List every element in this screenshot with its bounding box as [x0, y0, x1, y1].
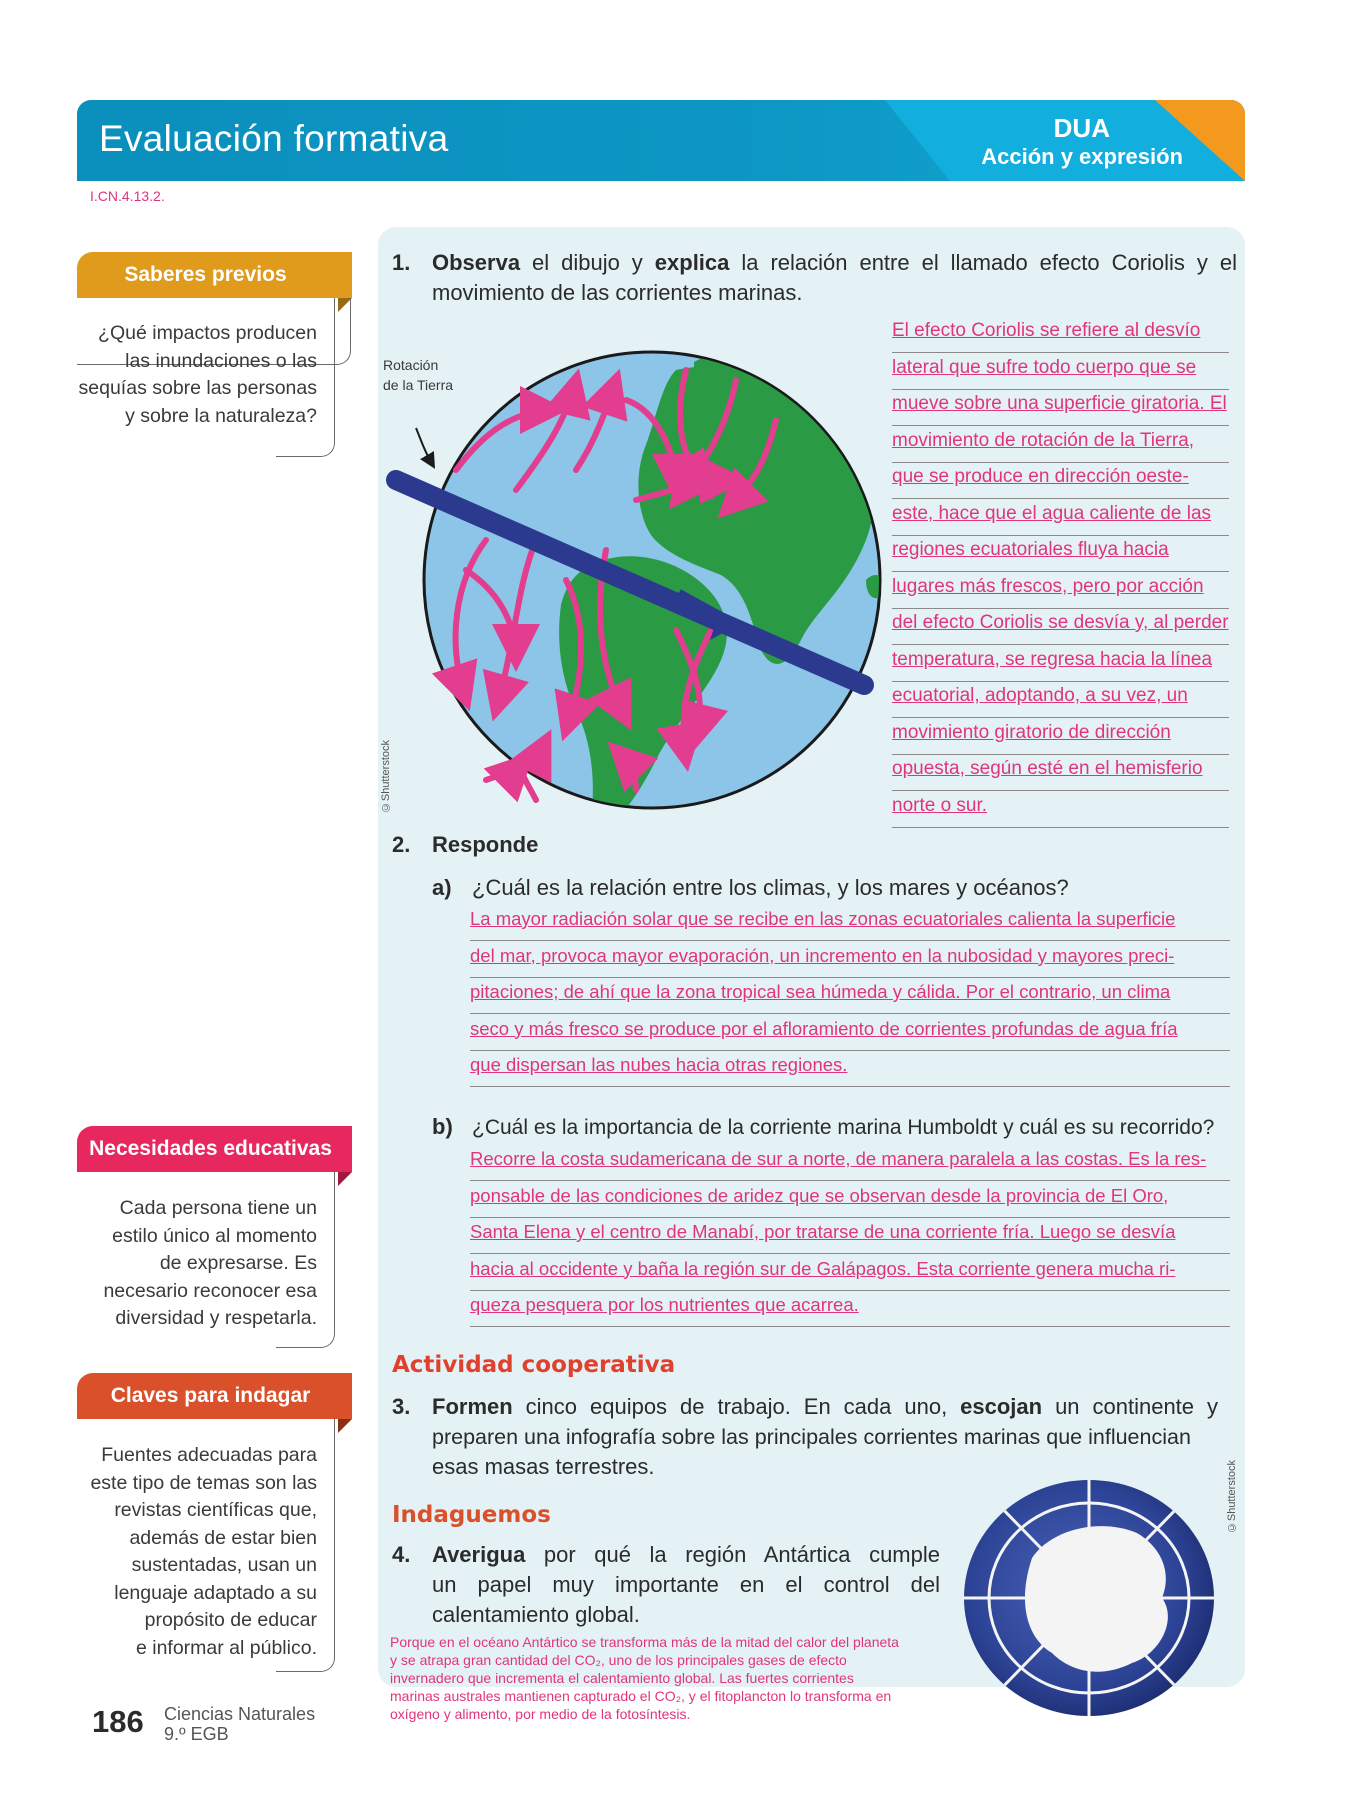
- q2a-answer-line: que dispersan las nubes hacia otras regiones.: [470, 1054, 1230, 1087]
- q1-answer-line: lateral que sufre todo cuerpo que se: [892, 357, 1229, 390]
- claves-line: revistas científicas que,: [114, 1499, 317, 1521]
- q4-answer: [390, 1633, 970, 1723]
- claves-title: Claves para indagar: [77, 1373, 352, 1419]
- rotation-label-line1: Rotación: [383, 357, 439, 373]
- q1-answer-line: mueve sobre una superficie giratoria. El: [892, 393, 1229, 426]
- q2a-question: [432, 873, 1069, 903]
- globe-svg: [376, 340, 886, 820]
- q4-number: 4.: [392, 1542, 411, 1567]
- q2b-label: b): [432, 1114, 453, 1139]
- q4-answer-line: marinas australes mantienen capturado el CO₂, y el fitoplancton lo transforma en: [390, 1688, 892, 1704]
- q2b-answer-line: ponsable de las condiciones de aridez que se observan desde la provincia de El Oro,: [470, 1185, 1230, 1218]
- claves-line: Fuentes adecuadas para: [101, 1444, 317, 1466]
- claves-fold: [338, 1419, 352, 1433]
- q1-answer-line: norte o sur.: [892, 795, 1229, 828]
- q4-text: [392, 1540, 940, 1630]
- q1-text: [392, 248, 1237, 308]
- necesidades-line: de expresarse. Es: [159, 1252, 317, 1274]
- saberes-line: y sobre la naturaleza?: [125, 404, 317, 427]
- q2-number: 2.: [392, 832, 411, 857]
- q2a-answer-line: seco y más fresco se produce por el afloramiento de corrientes profundas de agua fría: [470, 1018, 1230, 1051]
- antarctica-credit: ©Shutterstock: [1226, 1460, 1238, 1534]
- dua-title: DUA: [1053, 113, 1110, 143]
- q2-title: Responde: [432, 832, 539, 857]
- q3-number: 3.: [392, 1394, 411, 1419]
- q1-answer-line: El efecto Coriolis se refiere al desvío: [892, 320, 1229, 353]
- q3-verb-formen: Formen: [432, 1394, 513, 1419]
- necesidades-line: estilo único al momento: [112, 1224, 317, 1247]
- rotation-label: [383, 355, 453, 395]
- q2a-label: a): [432, 875, 452, 900]
- q1-answer-line: este, hace que el agua caliente de las: [892, 503, 1229, 536]
- q4-line3: calentamiento global.: [432, 1602, 640, 1627]
- q1-answer-line: lugares más frescos, pero por acción: [892, 576, 1229, 609]
- q2b-text: ¿Cuál es la importancia de la corriente marina Humboldt y cuál es su recorrido?: [472, 1116, 1215, 1139]
- q1-answer-line: que se produce en dirección oeste-: [892, 466, 1229, 499]
- indaguemos-title: Indaguemos: [392, 1502, 551, 1528]
- q4-line2: un papel muy importante en el control del: [432, 1572, 940, 1597]
- q1-answer-line: regiones ecuatoriales fluya hacia: [892, 539, 1229, 572]
- q1-verb-explica: explica: [654, 250, 730, 275]
- q1-rest: la relación entre el llamado efecto Coriolis y el: [729, 250, 1237, 275]
- claves-line: e informar al público.: [135, 1636, 317, 1659]
- q1-line2: movimiento de las corrientes marinas.: [432, 280, 803, 305]
- q4-statement: [432, 1540, 940, 1570]
- claves-line: además de estar bien: [129, 1526, 317, 1549]
- q1-answer-line: temperatura, se regresa hacia la línea: [892, 649, 1229, 682]
- q3-text: [392, 1392, 1218, 1482]
- indicator-code: I.CN.4.13.2.: [90, 188, 165, 204]
- dua-subtitle: Acción y expresión: [981, 144, 1183, 169]
- saberes-frame: [276, 298, 335, 457]
- globe-credit: ©Shutterstock: [380, 740, 392, 814]
- footer-subject: Ciencias Naturales: [164, 1704, 316, 1724]
- q2-heading: [392, 830, 538, 860]
- footer-grade: 9.º EGB: [164, 1724, 229, 1744]
- q3-verb-escojan: escojan: [960, 1394, 1043, 1419]
- page-number: 186: [92, 1704, 144, 1739]
- q4-answer-line: Porque en el océano Antártico se transforma más de la mitad del calor del planeta: [390, 1634, 899, 1650]
- claves-line: lenguaje adaptado a su: [114, 1581, 317, 1604]
- rotation-label-line2: de la Tierra: [383, 377, 454, 393]
- q1-answer-line: movimiento giratorio de dirección: [892, 722, 1229, 755]
- q2a-text: ¿Cuál es la relación entre los climas, y los mares y océanos?: [472, 875, 1069, 900]
- claves-line: propósito de educar: [144, 1609, 317, 1631]
- saberes-line: las inundaciones o las: [125, 349, 317, 372]
- q3-rest: un continente y: [1042, 1394, 1218, 1419]
- q3-line3: esas masas terrestres.: [432, 1454, 655, 1479]
- q2a-answer-line: La mayor radiación solar que se recibe en las zonas ecuatoriales calienta la superficie: [470, 908, 1230, 941]
- q1-answer-line: del efecto Coriolis se desvía y, al perder: [892, 612, 1229, 645]
- q1-verb-observa: Observa: [432, 250, 521, 275]
- q1-number: 1.: [392, 250, 411, 275]
- q4-answer-line: invernadero que incrementa el calentamiento global. Las fuertes corrientes: [390, 1670, 854, 1686]
- q4-answer-line: y se atrapa gran cantidad del CO₂, uno de los principales gases de efecto: [390, 1652, 847, 1668]
- necesidades-title: Necesidades educativas: [77, 1126, 352, 1172]
- cooperativa-title: Actividad cooperativa: [392, 1352, 676, 1378]
- saberes-title: Saberes previos: [77, 252, 352, 298]
- q1-answer-line: ecuatorial, adoptando, a su vez, un: [892, 685, 1229, 718]
- q2b-answer-line: Santa Elena y el centro de Manabí, por tratarse de una corriente fría. Luego se desvía: [470, 1221, 1230, 1254]
- q2b-answer-line: hacia al occidente y baña la región sur de Galápagos. Esta corriente genera mucha ri-: [470, 1258, 1230, 1291]
- page-title: Evaluación formativa: [99, 118, 449, 159]
- header-bar: [77, 100, 1245, 181]
- q1-mid: el dibujo y: [520, 250, 655, 275]
- q4-verb-averigua: Averigua: [432, 1542, 526, 1567]
- q1-answer-line: movimiento de rotación de la Tierra,: [892, 430, 1229, 463]
- q1-answer-line: opuesta, según esté en el hemisferio: [892, 758, 1229, 791]
- q2b-question: [432, 1112, 1214, 1143]
- necesidades-line: Cada persona tiene un: [119, 1197, 317, 1219]
- coriolis-figure: [376, 340, 886, 820]
- claves-frame: [276, 1419, 335, 1672]
- antarctica-image: [962, 1478, 1222, 1718]
- q2b-answer-line: Recorre la costa sudamericana de sur a norte, de manera paralela a las costas. Es la res-: [470, 1148, 1230, 1181]
- q4-rest: por qué la región Antártica cumple: [525, 1542, 940, 1567]
- necesidades-frame: [276, 1172, 335, 1348]
- q2a-answer-line: pitaciones; de ahí que la zona tropical sea húmeda y cálida. Por el contrario, un clima: [470, 981, 1230, 1014]
- q2a-answer-line: del mar, provoca mayor evaporación, un incremento en la nubosidad y mayores preci-: [470, 945, 1230, 978]
- saberes-line: ¿Qué impactos producen: [98, 322, 317, 344]
- q3-line2: preparen una infografía sobre las principales corrientes marinas que influencian: [432, 1425, 1191, 1449]
- claves-line: sustentadas, usan un: [131, 1554, 317, 1576]
- saberes-line: sequías sobre las personas: [78, 377, 317, 399]
- necesidades-line: diversidad y respetarla.: [115, 1307, 317, 1329]
- necesidades-line: necesario reconocer esa: [103, 1279, 317, 1302]
- claves-line: este tipo de temas son las: [90, 1471, 317, 1494]
- antarctica-svg: [962, 1478, 1222, 1718]
- necesidades-fold: [338, 1172, 352, 1186]
- q3-mid: cinco equipos de trabajo. En cada uno,: [512, 1394, 961, 1419]
- q2b-answer-line: queza pesquera por los nutrientes que acarrea.: [470, 1294, 1230, 1327]
- q1-statement: [432, 248, 1237, 278]
- q4-answer-line: oxígeno y alimento, por medio de la fotosíntesis.: [390, 1706, 691, 1722]
- q3-statement: [432, 1392, 1218, 1422]
